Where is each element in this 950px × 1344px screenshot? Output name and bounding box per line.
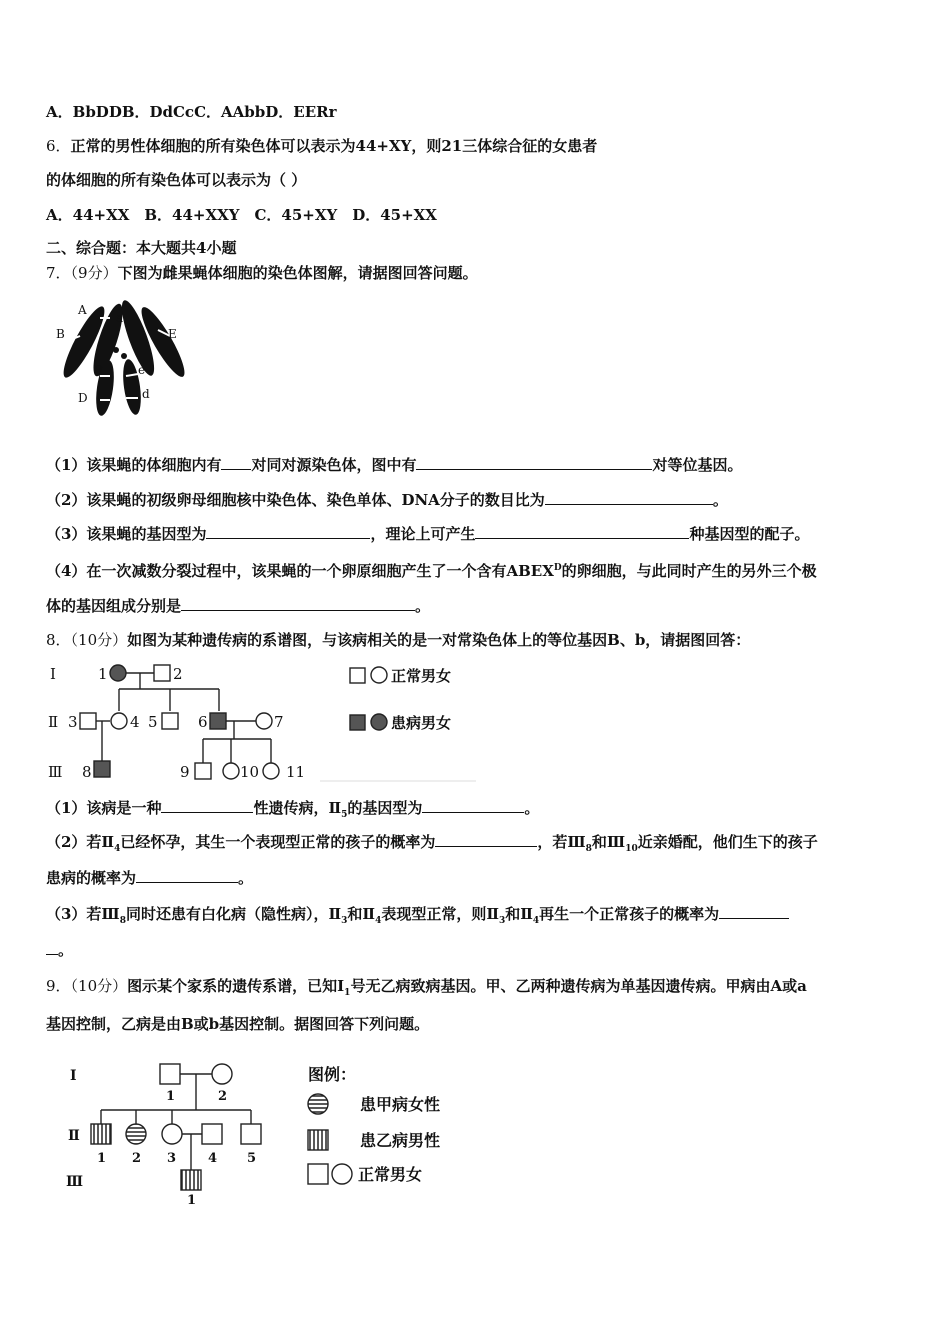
q8-label-7: 7 [274, 713, 284, 731]
q8-label-11: 11 [286, 763, 306, 781]
q8-label-8: 8 [82, 763, 92, 781]
q8-III9-normal-male [195, 763, 211, 779]
q7-blank2[interactable] [416, 455, 652, 470]
q8-score: （10分） [70, 631, 128, 649]
section-title: 二、综合题：本大题共4小题 [46, 239, 237, 257]
q8-p2e: 近亲婚配，他们生下的孩子 [637, 833, 818, 851]
q6-number: 6． [46, 137, 71, 155]
q7-stem [46, 263, 478, 283]
q8-blank5[interactable] [719, 904, 789, 919]
q9-III1-disease-b-male [181, 1170, 201, 1190]
q7-blank6[interactable] [181, 596, 415, 611]
q7-part3 [46, 524, 809, 544]
q9-number: 9． [46, 977, 71, 995]
q8-label-1: 1 [98, 665, 108, 683]
q9-legend-c-text: 正常男女 [358, 1165, 423, 1184]
q8-stem-text: 如图为某种遗传病的系谱图，与该病相关的是一对常染色体上的等位基因B、b，请据图回答： [127, 631, 751, 649]
pedigree-q9 [60, 1058, 480, 1208]
q8-part1 [46, 798, 539, 825]
q7-p2b: 。 [712, 491, 728, 509]
q8-p3c: 和Ⅱ [347, 905, 376, 923]
q8-legend-normal-male [350, 668, 365, 683]
q9-gen-I: Ⅰ [70, 1068, 77, 1084]
q8-p3-sub4: 3 [498, 916, 506, 926]
q8-p3a: （3）若Ⅲ [46, 905, 120, 923]
q8-legend-affected-male [350, 715, 365, 730]
q9-legend-normal-female [332, 1164, 352, 1184]
q9-stem2: 基因控制，乙病是由B或b基因控制。据图回答下列问题。 [46, 1015, 430, 1033]
q8-p2-sub2: 8 [585, 844, 592, 854]
q9-label-I2: 2 [218, 1089, 228, 1104]
q8-II7-normal-female [256, 713, 272, 729]
q8-p1c: 的基因型为 [347, 799, 423, 817]
q8-p3-sub3: 4 [375, 916, 382, 926]
q9-stem1a: 图示某个家系的遗传系谱，已知Ⅰ [127, 977, 345, 995]
q7-p4b: 的卵细胞，与此同时产生的另外三个极 [561, 562, 817, 580]
q7-p1a: （1）该果蝇的体细胞内有 [46, 456, 222, 474]
q8-gen-I: Ⅰ [50, 665, 56, 683]
q8-legend-normal-female [371, 667, 387, 683]
gene-label-e: e [138, 363, 146, 377]
q8-p1d: 。 [524, 799, 540, 817]
q8-p2c: ，若Ⅲ [537, 833, 586, 851]
pedigree-q8 [40, 655, 480, 785]
q8-I1-affected-female [110, 665, 126, 681]
q8-stem [46, 630, 750, 650]
q8-p1-sub: 5 [341, 810, 348, 820]
q8-II3-normal-male [80, 713, 96, 729]
chromosome-dot-1 [113, 347, 119, 353]
q7-p4c: 体的基因组成分别是 [46, 597, 182, 615]
gene-label-d: d [142, 387, 150, 401]
q8-number: 8． [46, 631, 71, 649]
q9-legend-title: 图例： [308, 1065, 357, 1084]
q8-gen-II: Ⅱ [48, 713, 59, 731]
q8-blank4[interactable] [136, 868, 238, 883]
gene-label-B-bottom: B [94, 363, 103, 377]
gene-label-D: D [78, 391, 88, 405]
q8-II5-normal-male [162, 713, 178, 729]
q8-p2a: （2）若Ⅱ [46, 833, 115, 851]
q9-legend-a-text: 患甲病女性 [360, 1095, 441, 1114]
q8-blank1[interactable] [161, 798, 253, 813]
q9-II4-normal-male [202, 1124, 222, 1144]
q8-legend-affected-female [371, 714, 387, 730]
q8-gen-III: Ⅲ [48, 763, 63, 781]
q8-III10-normal-female [223, 763, 239, 779]
q7-score: （9分） [70, 264, 118, 282]
q9-II5-normal-male [241, 1124, 261, 1144]
q8-label-2: 2 [173, 665, 183, 683]
gene-label-B-left: B [56, 327, 65, 341]
q8-label-5: 5 [148, 713, 158, 731]
q9-legend-normal-male [308, 1164, 328, 1184]
q8-p3b: 同时还患有白化病（隐性病），Ⅱ [125, 905, 342, 923]
q9-label-II4: 4 [208, 1151, 218, 1166]
q7-p3a: （3）该果蝇的基因型为 [46, 525, 207, 543]
q9-stem-sub: 1 [344, 988, 351, 998]
q8-p3g: 。 [58, 941, 74, 959]
q8-p1b: 性遗传病，Ⅱ [253, 799, 342, 817]
q9-II1-disease-b-male [91, 1124, 111, 1144]
q8-legend-affected-text: 患病男女 [391, 714, 452, 732]
q8-label-6: 6 [198, 713, 208, 731]
q8-II4-normal-female [111, 713, 127, 729]
q9-stem-line1 [46, 976, 807, 1003]
q9-legend-disease-b-male [308, 1130, 328, 1150]
q9-stem1b: 号无乙病致病基因。甲、乙两种遗传病为单基因遗传病。甲病由A或a [350, 977, 807, 995]
q7-number: 7． [46, 264, 71, 282]
q7-p4-sup: D [553, 563, 562, 573]
q9-label-II2: 2 [132, 1151, 142, 1166]
q9-label-II3: 3 [167, 1151, 177, 1166]
q8-part2-cont [46, 868, 253, 888]
q9-label-II5: 5 [247, 1151, 257, 1166]
q8-part2 [46, 832, 818, 859]
q8-III11-normal-female [263, 763, 279, 779]
q9-II2-disease-a-female [126, 1124, 146, 1144]
q7-blank3[interactable] [545, 490, 713, 505]
q5-options: A．BbDDB．DdCcC．AAbbD．EERr [46, 103, 337, 121]
q9-score: （10分） [70, 977, 128, 995]
gene-label-A: A [78, 303, 87, 317]
q8-p2-sub3: 10 [625, 844, 638, 854]
q8-part3 [46, 904, 789, 931]
chromosome-dot-2 [121, 353, 127, 359]
q6-stem-line1 [46, 136, 597, 156]
q8-part3-cont [46, 940, 73, 960]
q8-p3f: 再生一个正常孩子的概率为 [539, 905, 720, 923]
q8-blank3[interactable] [435, 832, 537, 847]
q9-label-III1: 1 [187, 1193, 197, 1208]
q8-legend-normal-text: 正常男女 [391, 667, 452, 685]
q8-p3d: 表现型正常，则Ⅱ [381, 905, 499, 923]
q8-blank5-cont[interactable] [46, 940, 58, 955]
q8-III8-affected-male [94, 761, 110, 777]
q9-gen-III: Ⅲ [66, 1174, 84, 1190]
q8-label-3: 3 [68, 713, 78, 731]
q7-p1b: 对同对源染色体，图中有 [251, 456, 417, 474]
q7-p2a: （2）该果蝇的初级卵母细胞核中染色体、染色单体、DNA分子的数目比为 [46, 491, 545, 509]
q9-gen-II: Ⅱ [68, 1128, 80, 1144]
q8-label-10: 10 [240, 763, 260, 781]
q7-part1 [46, 455, 742, 475]
q8-p3-sub2: 3 [341, 916, 348, 926]
q9-label-I1: 1 [166, 1089, 176, 1104]
q7-p4a: （4）在一次减数分裂过程中，该果蝇的一个卵原细胞产生了一个含有ABEX [46, 562, 554, 580]
q9-II3-normal-female [162, 1124, 182, 1144]
q8-II6-affected-male [210, 713, 226, 729]
q9-label-II1: 1 [97, 1151, 107, 1166]
q6-stem1: 正常的男性体细胞的所有染色体可以表示为44+XY，则21三体综合征的女患者 [70, 137, 598, 155]
q9-legend-b-text: 患乙病男性 [360, 1131, 441, 1150]
q8-p2g: 。 [238, 869, 254, 887]
q8-p2d: 和Ⅲ [591, 833, 626, 851]
q7-blank4[interactable] [206, 524, 370, 539]
q8-p2-sub1: 4 [114, 844, 121, 854]
q8-p3-sub1: 8 [119, 916, 126, 926]
chromosome-figure [50, 290, 200, 420]
q7-blank1[interactable] [221, 455, 251, 470]
q7-p3c: 种基因型的配子。 [689, 525, 810, 543]
q7-part4-cont [46, 596, 430, 616]
q8-label-9: 9 [180, 763, 190, 781]
q6-stem2: 的体细胞的所有染色体可以表示为（ ） [46, 171, 307, 189]
q7-part2 [46, 490, 728, 510]
q7-part4 [46, 558, 817, 581]
q8-p3-sub5: 4 [532, 916, 540, 926]
q8-p3e: 和Ⅱ [505, 905, 533, 923]
q8-label-4: 4 [130, 713, 140, 731]
q8-blank2[interactable] [422, 798, 524, 813]
q8-p2b: 已经怀孕，其生一个表现型正常的孩子的概率为 [120, 833, 436, 851]
q7-stem-text: 下图为雌果蝇体细胞的染色体图解，请据图回答问题。 [117, 264, 478, 282]
gene-label-a: a [116, 311, 124, 325]
q7-blank5[interactable] [475, 524, 689, 539]
q7-p3b: ，理论上可产生 [370, 525, 476, 543]
q9-legend-disease-a-female [308, 1094, 328, 1114]
q9-I1-normal-male [160, 1064, 180, 1084]
q6-options: A．44+XX B．44+XXY C．45+XY D．45+XX [46, 206, 437, 224]
gene-label-E: E [168, 327, 177, 341]
q7-p1c: 对等位基因。 [652, 456, 743, 474]
q9-I2-normal-female [212, 1064, 232, 1084]
q8-p2f: 患病的概率为 [46, 869, 137, 887]
q8-I2-normal-male [154, 665, 170, 681]
q8-p1a: （1）该病是一种 [46, 799, 162, 817]
q7-p4d: 。 [415, 597, 431, 615]
